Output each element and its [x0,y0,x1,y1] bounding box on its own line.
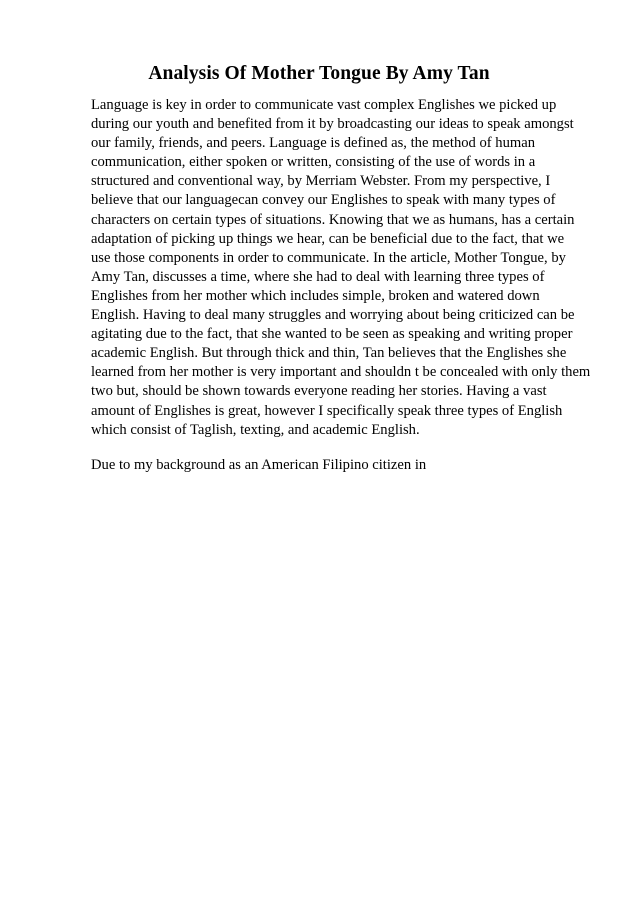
text-line: two but, should be shown towards everyone reading her stories. Having a vast [91,383,547,400]
paragraph-spacer [91,440,591,456]
text-line: which consist of Taglish, texting, and academic English. [91,421,420,438]
text-line: characters on certain types of situations. Knowing that we as humans, has a certain [91,211,575,228]
text-line: believe that our languagecan convey our Englishes to speak with many types of [91,192,556,209]
text-line: communication, either spoken or written, consisting of the use of words in a [91,154,536,171]
text-line: amount of Englishes is great, however I specifically speak three types of English [91,402,563,419]
text-line: during our youth and benefited from it by broadcasting our ideas to speak amongst [91,116,574,133]
paragraph-1 [91,96,591,440]
text-line: Language is key in order to communicate vast complex Englishes we picked up [91,97,557,113]
text-line: Amy Tan, discusses a time, where she had to deal with learning three types of [91,268,545,285]
text-line: agitating due to the fact, that she wanted to be seen as speaking and writing proper [91,326,573,343]
text-line: use those components in order to communicate. In the article, Mother Tongue, by [91,249,566,266]
text-line: academic English. But through thick and thin, Tan believes that the Englishes she [91,345,567,362]
text-line: learned from her mother is very important and shouldn t be concealed with only them [91,364,591,381]
text-line: our family, friends, and peers. Language is defined as, the method of human [91,135,536,152]
text-line: Englishes from her mother which includes simple, broken and watered down [91,287,540,304]
text-line: Due to my background as an American Filipino citizen in [91,456,427,473]
page-title: Analysis Of Mother Tongue By Amy Tan [148,63,490,84]
document-body [91,96,591,475]
text-line: adaptation of picking up things we hear, can be beneficial due to the fact, that we [91,230,565,247]
text-line: structured and conventional way, by Merriam Webster. From my perspective, I [91,173,551,190]
text-line: English. Having to deal many struggles and worrying about being criticized can be [91,307,575,324]
paragraph-2 [91,456,591,475]
